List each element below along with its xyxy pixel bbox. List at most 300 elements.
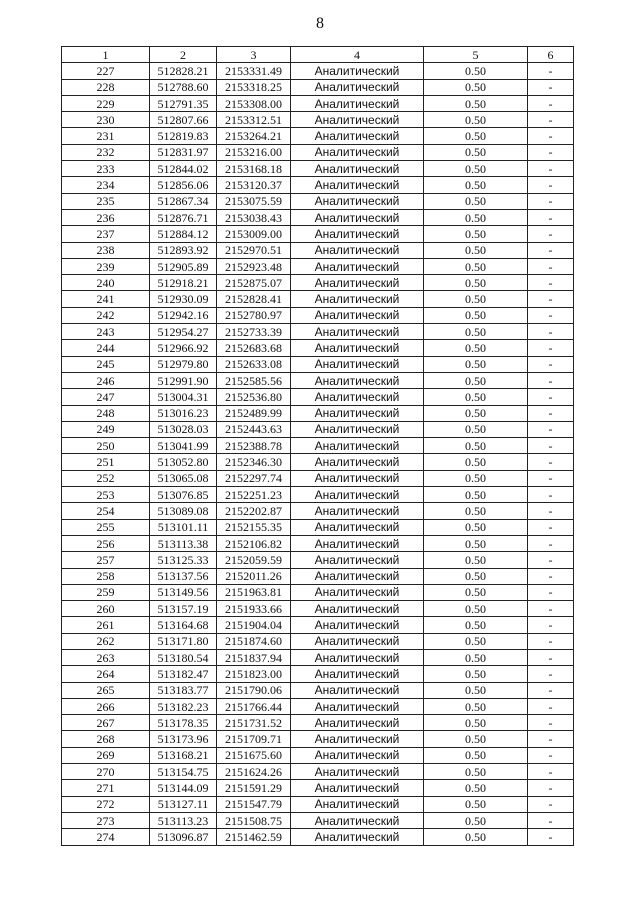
x-coordinate-cell: 512991.90 [150,372,217,388]
table-row [62,226,574,242]
point-number-cell: 272 [62,796,150,812]
point-number-cell: 240 [62,275,150,291]
method-cell: Аналитический [291,519,424,535]
x-coordinate-cell: 513052.80 [150,454,217,470]
table-row [62,519,574,535]
note-cell: - [528,649,574,665]
table-header [62,47,574,63]
y-coordinate-cell: 2153331.49 [217,63,291,79]
x-coordinate-cell: 513137.56 [150,568,217,584]
method-cell: Аналитический [291,617,424,633]
y-coordinate-cell: 2151790.06 [217,682,291,698]
method-cell: Аналитический [291,291,424,307]
note-cell: - [528,340,574,356]
accuracy-cell: 0.50 [424,307,528,323]
table-row [62,503,574,519]
table-row [62,780,574,796]
x-coordinate-cell: 513168.21 [150,747,217,763]
note-cell: - [528,63,574,79]
x-coordinate-cell: 513182.23 [150,698,217,714]
point-number-cell: 263 [62,649,150,665]
table-row [62,356,574,372]
point-number-cell: 243 [62,324,150,340]
note-cell: - [528,666,574,682]
point-number-cell: 242 [62,307,150,323]
accuracy-cell: 0.50 [424,682,528,698]
note-cell: - [528,128,574,144]
table-row [62,535,574,551]
accuracy-cell: 0.50 [424,633,528,649]
accuracy-cell: 0.50 [424,454,528,470]
column-header-5: 5 [424,47,528,63]
accuracy-cell: 0.50 [424,324,528,340]
page-number: 8 [316,15,324,32]
table-row [62,796,574,812]
method-cell: Аналитический [291,764,424,780]
y-coordinate-cell: 2151591.29 [217,780,291,796]
method-cell: Аналитический [291,405,424,421]
x-coordinate-cell: 512942.16 [150,307,217,323]
note-cell: - [528,487,574,503]
point-number-cell: 230 [62,112,150,128]
x-coordinate-cell: 513113.23 [150,812,217,828]
table-row [62,177,574,193]
y-coordinate-cell: 2151766.44 [217,698,291,714]
method-cell: Аналитический [291,79,424,95]
point-number-cell: 228 [62,79,150,95]
method-cell: Аналитический [291,454,424,470]
table-row [62,161,574,177]
x-coordinate-cell: 513101.11 [150,519,217,535]
accuracy-cell: 0.50 [424,731,528,747]
table-row [62,698,574,714]
table-row [62,731,574,747]
y-coordinate-cell: 2151731.52 [217,715,291,731]
y-coordinate-cell: 2151547.79 [217,796,291,812]
point-number-cell: 269 [62,747,150,763]
y-coordinate-cell: 2151823.00 [217,666,291,682]
table-row [62,454,574,470]
y-coordinate-cell: 2151675.60 [217,747,291,763]
y-coordinate-cell: 2153038.43 [217,209,291,225]
accuracy-cell: 0.50 [424,128,528,144]
method-cell: Аналитический [291,649,424,665]
note-cell: - [528,552,574,568]
point-number-cell: 261 [62,617,150,633]
table-row [62,209,574,225]
point-number-cell: 259 [62,584,150,600]
accuracy-cell: 0.50 [424,340,528,356]
y-coordinate-cell: 2153216.00 [217,144,291,160]
method-cell: Аналитический [291,389,424,405]
point-number-cell: 232 [62,144,150,160]
note-cell: - [528,405,574,421]
y-coordinate-cell: 2151904.04 [217,617,291,633]
point-number-cell: 250 [62,438,150,454]
method-cell: Аналитический [291,584,424,600]
y-coordinate-cell: 2151709.71 [217,731,291,747]
table-row [62,372,574,388]
note-cell: - [528,503,574,519]
note-cell: - [528,324,574,340]
note-cell: - [528,226,574,242]
x-coordinate-cell: 513154.75 [150,764,217,780]
point-number-cell: 245 [62,356,150,372]
x-coordinate-cell: 513096.87 [150,829,217,845]
accuracy-cell: 0.50 [424,63,528,79]
x-coordinate-cell: 513089.08 [150,503,217,519]
y-coordinate-cell: 2152443.63 [217,421,291,437]
point-number-cell: 241 [62,291,150,307]
column-header-6: 6 [528,47,574,63]
y-coordinate-cell: 2152251.23 [217,487,291,503]
point-number-cell: 229 [62,95,150,111]
x-coordinate-cell: 513180.54 [150,649,217,665]
table-row [62,682,574,698]
method-cell: Аналитический [291,503,424,519]
y-coordinate-cell: 2152633.08 [217,356,291,372]
accuracy-cell: 0.50 [424,812,528,828]
accuracy-cell: 0.50 [424,747,528,763]
method-cell: Аналитический [291,161,424,177]
accuracy-cell: 0.50 [424,552,528,568]
y-coordinate-cell: 2153009.00 [217,226,291,242]
method-cell: Аналитический [291,356,424,372]
accuracy-cell: 0.50 [424,666,528,682]
y-coordinate-cell: 2152536.80 [217,389,291,405]
method-cell: Аналитический [291,731,424,747]
note-cell: - [528,568,574,584]
accuracy-cell: 0.50 [424,112,528,128]
point-number-cell: 239 [62,258,150,274]
method-cell: Аналитический [291,242,424,258]
note-cell: - [528,389,574,405]
note-cell: - [528,535,574,551]
x-coordinate-cell: 512918.21 [150,275,217,291]
y-coordinate-cell: 2152388.78 [217,438,291,454]
note-cell: - [528,112,574,128]
y-coordinate-cell: 2151874.60 [217,633,291,649]
table-row [62,829,574,845]
table-row [62,666,574,682]
y-coordinate-cell: 2153308.00 [217,95,291,111]
y-coordinate-cell: 2152970.51 [217,242,291,258]
y-coordinate-cell: 2152011.26 [217,568,291,584]
x-coordinate-cell: 513178.35 [150,715,217,731]
note-cell: - [528,307,574,323]
note-cell: - [528,356,574,372]
method-cell: Аналитический [291,307,424,323]
point-number-cell: 260 [62,601,150,617]
point-number-cell: 244 [62,340,150,356]
table-row [62,568,574,584]
note-cell: - [528,747,574,763]
method-cell: Аналитический [291,324,424,340]
note-cell: - [528,79,574,95]
table-row [62,258,574,274]
accuracy-cell: 0.50 [424,356,528,372]
x-coordinate-cell: 513065.08 [150,470,217,486]
x-coordinate-cell: 513182.47 [150,666,217,682]
table-row [62,63,574,79]
accuracy-cell: 0.50 [424,405,528,421]
method-cell: Аналитический [291,552,424,568]
accuracy-cell: 0.50 [424,535,528,551]
method-cell: Аналитический [291,372,424,388]
method-cell: Аналитический [291,193,424,209]
method-cell: Аналитический [291,796,424,812]
table-row [62,291,574,307]
y-coordinate-cell: 2151624.26 [217,764,291,780]
point-number-cell: 252 [62,470,150,486]
method-cell: Аналитический [291,747,424,763]
table-row [62,128,574,144]
point-number-cell: 248 [62,405,150,421]
y-coordinate-cell: 2153312.51 [217,112,291,128]
table-row [62,324,574,340]
y-coordinate-cell: 2152489.99 [217,405,291,421]
accuracy-cell: 0.50 [424,275,528,291]
table-row [62,307,574,323]
x-coordinate-cell: 513004.31 [150,389,217,405]
table-row [62,552,574,568]
point-number-cell: 233 [62,161,150,177]
method-cell: Аналитический [291,829,424,845]
x-coordinate-cell: 512884.12 [150,226,217,242]
x-coordinate-cell: 512844.02 [150,161,217,177]
note-cell: - [528,682,574,698]
table-row [62,747,574,763]
x-coordinate-cell: 513028.03 [150,421,217,437]
column-header-2: 2 [150,47,217,63]
note-cell: - [528,633,574,649]
note-cell: - [528,258,574,274]
method-cell: Аналитический [291,95,424,111]
accuracy-cell: 0.50 [424,715,528,731]
accuracy-cell: 0.50 [424,177,528,193]
column-header-4: 4 [291,47,424,63]
method-cell: Аналитический [291,112,424,128]
note-cell: - [528,796,574,812]
point-number-cell: 268 [62,731,150,747]
note-cell: - [528,95,574,111]
table-row [62,438,574,454]
method-cell: Аналитический [291,666,424,682]
point-number-cell: 254 [62,503,150,519]
point-number-cell: 246 [62,372,150,388]
note-cell: - [528,698,574,714]
accuracy-cell: 0.50 [424,372,528,388]
accuracy-cell: 0.50 [424,568,528,584]
table-row [62,95,574,111]
note-cell: - [528,519,574,535]
y-coordinate-cell: 2152297.74 [217,470,291,486]
note-cell: - [528,193,574,209]
accuracy-cell: 0.50 [424,617,528,633]
point-number-cell: 253 [62,487,150,503]
note-cell: - [528,812,574,828]
method-cell: Аналитический [291,128,424,144]
y-coordinate-cell: 2153075.59 [217,193,291,209]
x-coordinate-cell: 513149.56 [150,584,217,600]
table-row [62,487,574,503]
accuracy-cell: 0.50 [424,796,528,812]
y-coordinate-cell: 2152346.30 [217,454,291,470]
x-coordinate-cell: 513173.96 [150,731,217,747]
accuracy-cell: 0.50 [424,258,528,274]
note-cell: - [528,161,574,177]
accuracy-cell: 0.50 [424,470,528,486]
x-coordinate-cell: 512966.92 [150,340,217,356]
accuracy-cell: 0.50 [424,601,528,617]
method-cell: Аналитический [291,144,424,160]
accuracy-cell: 0.50 [424,161,528,177]
note-cell: - [528,715,574,731]
table-row [62,421,574,437]
table-row [62,193,574,209]
accuracy-cell: 0.50 [424,503,528,519]
y-coordinate-cell: 2153168.18 [217,161,291,177]
note-cell: - [528,617,574,633]
accuracy-cell: 0.50 [424,389,528,405]
method-cell: Аналитический [291,421,424,437]
point-number-cell: 235 [62,193,150,209]
table-row [62,389,574,405]
header-row [62,47,574,63]
x-coordinate-cell: 512788.60 [150,79,217,95]
table-row [62,764,574,780]
x-coordinate-cell: 513144.09 [150,780,217,796]
y-coordinate-cell: 2152923.48 [217,258,291,274]
note-cell: - [528,275,574,291]
point-number-cell: 264 [62,666,150,682]
table-row [62,470,574,486]
x-coordinate-cell: 513164.68 [150,617,217,633]
y-coordinate-cell: 2151462.59 [217,829,291,845]
y-coordinate-cell: 2152155.35 [217,519,291,535]
x-coordinate-cell: 512828.21 [150,63,217,79]
method-cell: Аналитический [291,780,424,796]
point-number-cell: 274 [62,829,150,845]
method-cell: Аналитический [291,682,424,698]
point-number-cell: 238 [62,242,150,258]
accuracy-cell: 0.50 [424,764,528,780]
x-coordinate-cell: 512791.35 [150,95,217,111]
y-coordinate-cell: 2152828.41 [217,291,291,307]
point-number-cell: 267 [62,715,150,731]
column-header-1: 1 [62,47,150,63]
x-coordinate-cell: 513183.77 [150,682,217,698]
accuracy-cell: 0.50 [424,226,528,242]
table-row [62,601,574,617]
method-cell: Аналитический [291,340,424,356]
y-coordinate-cell: 2153264.21 [217,128,291,144]
y-coordinate-cell: 2152733.39 [217,324,291,340]
note-cell: - [528,372,574,388]
table-row [62,715,574,731]
method-cell: Аналитический [291,535,424,551]
accuracy-cell: 0.50 [424,780,528,796]
y-coordinate-cell: 2152059.59 [217,552,291,568]
table-row [62,79,574,95]
method-cell: Аналитический [291,258,424,274]
table-row [62,340,574,356]
note-cell: - [528,829,574,845]
note-cell: - [528,144,574,160]
accuracy-cell: 0.50 [424,487,528,503]
x-coordinate-cell: 512954.27 [150,324,217,340]
note-cell: - [528,421,574,437]
x-coordinate-cell: 513157.19 [150,601,217,617]
point-number-cell: 236 [62,209,150,225]
note-cell: - [528,291,574,307]
method-cell: Аналитический [291,601,424,617]
accuracy-cell: 0.50 [424,829,528,845]
table-row [62,242,574,258]
point-number-cell: 257 [62,552,150,568]
y-coordinate-cell: 2152106.82 [217,535,291,551]
accuracy-cell: 0.50 [424,698,528,714]
method-cell: Аналитический [291,698,424,714]
table-row [62,405,574,421]
note-cell: - [528,438,574,454]
y-coordinate-cell: 2152875.07 [217,275,291,291]
y-coordinate-cell: 2153318.25 [217,79,291,95]
method-cell: Аналитический [291,177,424,193]
point-number-cell: 271 [62,780,150,796]
point-number-cell: 227 [62,63,150,79]
x-coordinate-cell: 512979.80 [150,356,217,372]
y-coordinate-cell: 2151837.94 [217,649,291,665]
method-cell: Аналитический [291,438,424,454]
method-cell: Аналитический [291,470,424,486]
method-cell: Аналитический [291,63,424,79]
note-cell: - [528,209,574,225]
method-cell: Аналитический [291,226,424,242]
accuracy-cell: 0.50 [424,438,528,454]
accuracy-cell: 0.50 [424,209,528,225]
accuracy-cell: 0.50 [424,291,528,307]
accuracy-cell: 0.50 [424,421,528,437]
note-cell: - [528,764,574,780]
point-number-cell: 234 [62,177,150,193]
accuracy-cell: 0.50 [424,79,528,95]
accuracy-cell: 0.50 [424,649,528,665]
x-coordinate-cell: 513171.80 [150,633,217,649]
note-cell: - [528,470,574,486]
x-coordinate-cell: 513041.99 [150,438,217,454]
method-cell: Аналитический [291,568,424,584]
note-cell: - [528,601,574,617]
table-row [62,584,574,600]
x-coordinate-cell: 513125.33 [150,552,217,568]
y-coordinate-cell: 2151508.75 [217,812,291,828]
note-cell: - [528,177,574,193]
coordinates-table [61,46,574,846]
method-cell: Аналитический [291,633,424,649]
point-number-cell: 237 [62,226,150,242]
x-coordinate-cell: 513076.85 [150,487,217,503]
table-row [62,649,574,665]
accuracy-cell: 0.50 [424,95,528,111]
x-coordinate-cell: 512930.09 [150,291,217,307]
table-row [62,144,574,160]
note-cell: - [528,780,574,796]
table-row [62,112,574,128]
table-body [62,63,574,845]
column-header-3: 3 [217,47,291,63]
point-number-cell: 249 [62,421,150,437]
